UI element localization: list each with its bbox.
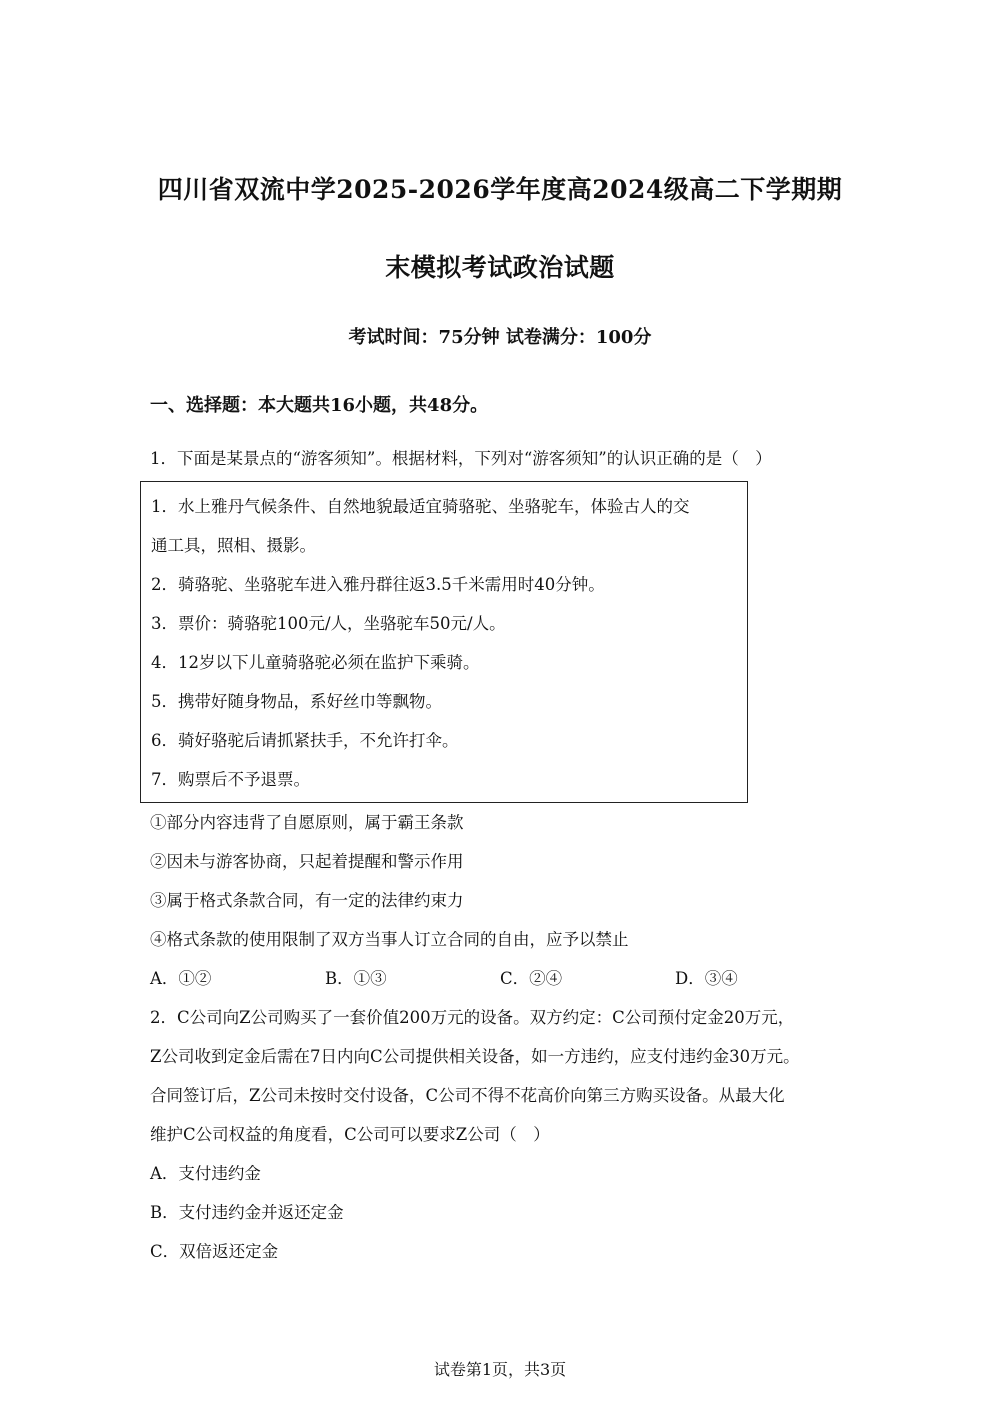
- notice-line: 3．票价：骑骆驼100元/人，坐骆驼车50元/人。: [151, 614, 506, 633]
- notice-line: 1．水上雅丹气候条件、自然地貌最适宜骑骆驼、坐骆驼车，体验古人的交: [151, 497, 690, 516]
- notice-line: 通工具，照相、摄影。: [151, 536, 316, 555]
- q2-option-a[interactable]: A．支付违约金: [150, 1164, 261, 1183]
- statement-1: ①部分内容违背了自愿原则，属于霸王条款: [150, 813, 464, 832]
- q1-option-d[interactable]: D．③④: [675, 969, 738, 988]
- notice-line: 6．骑好骆驼后请抓紧扶手，不允许打伞。: [151, 731, 459, 750]
- q2-option-c[interactable]: C．双倍返还定金: [150, 1242, 279, 1261]
- question-2-stem-line: 2．C公司向Z公司购买了一套价值200万元的设备。双方约定：C公司预付定金20万元，: [150, 1008, 795, 1027]
- statement-2: ②因未与游客协商，只起着提醒和警示作用: [150, 852, 464, 871]
- notice-line: 2．骑骆驼、坐骆驼车进入雅丹群往返3.5千米需用时40分钟。: [151, 575, 605, 594]
- q1-option-a[interactable]: A．①②: [150, 969, 212, 988]
- statement-3: ③属于格式条款合同，有一定的法律约束力: [150, 891, 464, 910]
- page-title-line1: 四川省双流中学2025-2026学年度高2024级高二下学期期: [157, 175, 843, 204]
- page-title-line2: 末模拟考试政治试题: [385, 253, 615, 282]
- notice-line: 7．购票后不予退票。: [151, 770, 310, 789]
- statement-4: ④格式条款的使用限制了双方当事人订立合同的自由，应予以禁止: [150, 930, 629, 949]
- q1-option-c[interactable]: C．②④: [500, 969, 563, 988]
- exam-info: 考试时间：75分钟 试卷满分：100分: [348, 327, 652, 348]
- tourist-notice-box: [140, 481, 748, 803]
- q1-option-b[interactable]: B．①③: [325, 969, 387, 988]
- page-footer: 试卷第1页，共3页: [433, 1360, 567, 1379]
- question-2-stem-line: 合同签订后，Z公司未按时交付设备，C公司不得不花高价向第三方购买设备。从最大化: [150, 1086, 785, 1105]
- section-heading: 一、选择题：本大题共16小题，共48分。: [150, 395, 489, 416]
- question-2-stem-line: Z公司收到定金后需在7日内向C公司提供相关设备，如一方违约，应支付违约金30万元。: [150, 1047, 800, 1066]
- question-1-stem: 1．下面是某景点的“游客须知”。根据材料，下列对“游客须知”的认识正确的是（ ）: [150, 449, 772, 468]
- q2-option-b[interactable]: B．支付违约金并返还定金: [150, 1203, 344, 1222]
- question-2-stem-line: 维护C公司权益的角度看，C公司可以要求Z公司（ ）: [150, 1125, 550, 1144]
- notice-line: 5．携带好随身物品，系好丝巾等飘物。: [151, 692, 442, 711]
- notice-line: 4．12岁以下儿童骑骆驼必须在监护下乘骑。: [151, 653, 480, 672]
